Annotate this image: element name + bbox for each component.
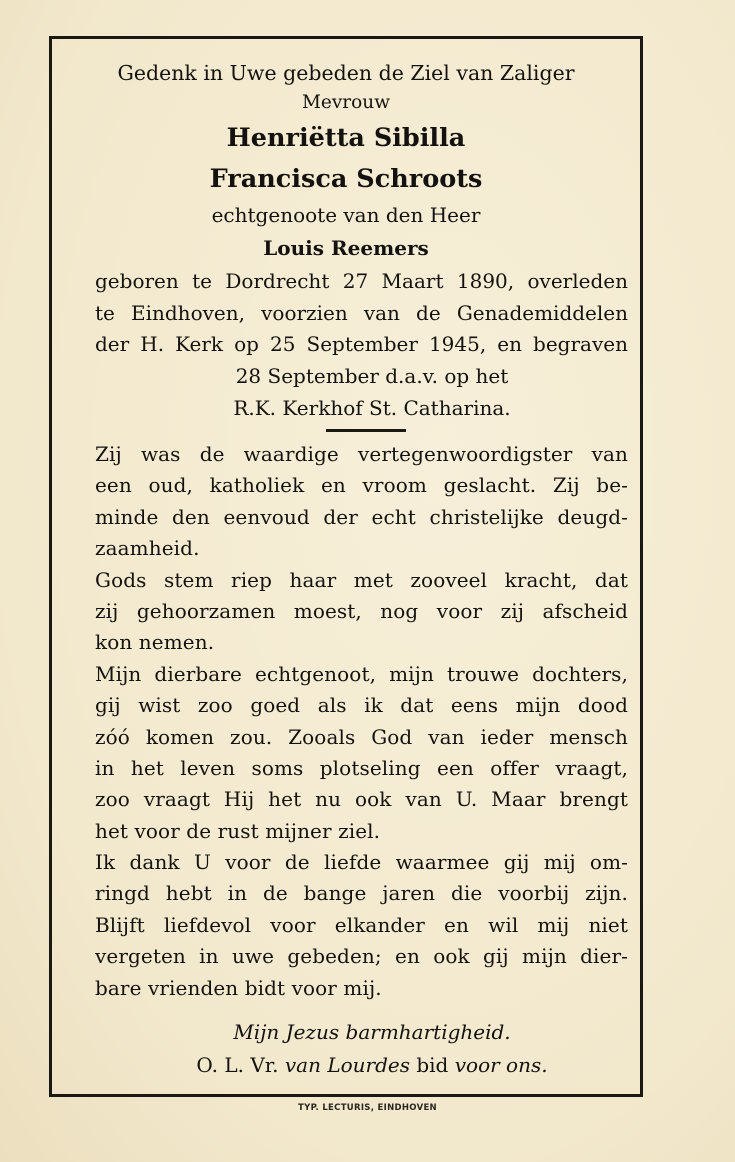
eulogy-text <box>95 439 628 1004</box>
text-line: minde den eenvoud der echt christelijke deugd- <box>95 504 628 529</box>
spouse-intro: echtgenoote van den Heer <box>211 203 481 227</box>
printer-credit: TYP. LECTURIS, EINDHOVEN <box>298 1103 437 1113</box>
bio-line: R.K. Kerkhof St. Catharina. <box>233 396 511 420</box>
divider-rule <box>326 429 406 432</box>
text-line: zij gehoorzamen moest, nog voor zij afscheid <box>95 598 628 623</box>
text-line: in het leven soms plotseling een offer vraagt, <box>95 755 628 780</box>
text-line: vergeten in uwe gebeden; en ook gij mijn dier- <box>95 944 628 969</box>
title-mevrouw: Mevrouw <box>301 92 391 113</box>
text-line: zaamheid. <box>95 536 200 561</box>
prayer-line-2 <box>52 1050 692 1080</box>
text-line: het voor de rust mijner ziel. <box>95 818 381 843</box>
text-line: bare vrienden bidt voor mij. <box>95 975 382 1000</box>
text-line: Gods stem riep haar met zooveel kracht, dat <box>95 567 628 592</box>
deceased-name-line2: Francisca Schroots <box>209 164 483 194</box>
text-line: Mijn dierbare echtgenoot, mijn trouwe dochters, <box>95 661 628 686</box>
text-line: een oud, katholiek en vroom geslacht. Zij be- <box>95 473 628 498</box>
deceased-name-line1: Henriëtta Sibilla <box>226 123 466 153</box>
text-line: Blijft liefdevol voor elkander en wil mij niet <box>95 912 628 937</box>
text-line: Ik dank U voor de liefde waarmee gij mij om- <box>95 850 628 875</box>
bio-line: der H. Kerk op 25 September 1945, en begraven <box>95 332 628 356</box>
text-line: Zij was de waardige vertegenwoordigster van <box>95 442 628 466</box>
intro-line: Gedenk in Uwe gebeden de Ziel van Zaliger <box>117 61 575 85</box>
text-line: kon nemen. <box>95 630 215 655</box>
bio-line: te Eindhoven, voorzien van de Genademiddelen <box>95 301 628 325</box>
text-line: ringd hebt in de bange jaren die voorbij zijn. <box>95 881 628 906</box>
prayer-line-2-part: O. L. Vr. <box>196 1053 279 1077</box>
prayer-line-2-part: van Lourdes <box>278 1053 417 1077</box>
prayer-line-2-part: voor ons. <box>448 1053 548 1077</box>
text-line: zóó komen zou. Zooals God van ieder mensch <box>95 724 628 749</box>
text-line: zoo vraagt Hij het nu ook van U. Maar brengt <box>95 787 628 812</box>
husband-name: Louis Reemers <box>263 236 429 260</box>
prayer-line-2-part: bid <box>416 1053 449 1077</box>
prayer-line-1: Mijn Jezus barmhartigheid. <box>233 1020 511 1044</box>
bio-line: geboren te Dordrecht 27 Maart 1890, overleden <box>95 269 628 293</box>
text-line: gij wist zoo goed als ik dat eens mijn dood <box>95 693 628 718</box>
bio-line: 28 September d.a.v. op het <box>235 364 509 388</box>
